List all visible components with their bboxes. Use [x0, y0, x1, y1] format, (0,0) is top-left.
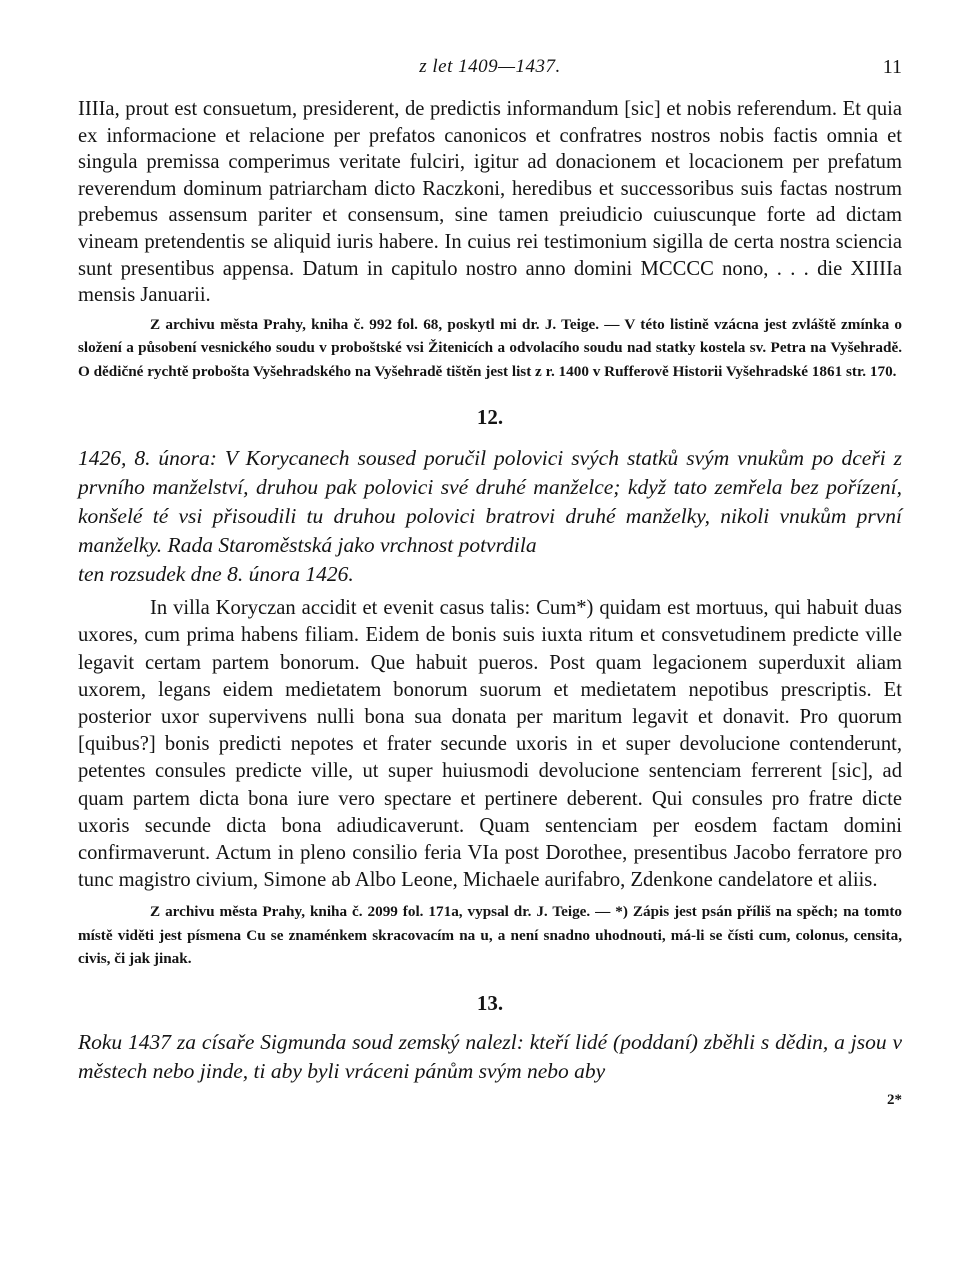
document-12-heading — [78, 444, 902, 589]
document-12-number: 12. — [476, 405, 504, 430]
signature-mark: 2* — [887, 1091, 902, 1108]
document-11-source-note: Z archivu města Prahy, kniha č. 992 fol. 68, poskytl mi dr. J. Teige. — V této listině vzácna jest zvláště zmínka o složení a působení vesnického soudu v proboštské vsi Žitenicích a odvolacího soudu nad statky kostela sv. Petra na Vyšehradě. O dědičné rychtě probošta Vyšehradského na Vyšehradě tištěn jest list z r. 1400 v Rufferově Historii Vyšehradské 1861 str. 170. — [78, 315, 902, 380]
document-12-source-note: Z archivu města Prahy, kniha č. 2099 fol. 171a, vypsal dr. J. Teige. — *) Zápis jest psán příliš na spěch; na tomto místě viděti jest písmena Cu se znaménkem skracovacím na u, a není snadno uhodnouti, má-li se čísti cum, colonus, censita, civis, či jak jinak. — [78, 903, 902, 968]
document-13-heading: Roku 1437 za císaře Sigmunda soud zemský nalezl: kteří lidé (poddaní) zběhli s dědin, a jsou v městech nebo jinde, ti aby byli vráceni pánům svým nebo aby — [78, 1029, 902, 1083]
document-12-heading-last-line: ten rozsudek dne 8. února 1426. — [78, 562, 354, 587]
running-head — [78, 52, 902, 86]
document-12-heading-text: 1426, 8. února: V Korycanech soused poručil polovici svých statků svým vnukům po dceři z prvního manželství, druhou pak polovici své druhé manželce; když tato zemřela bez pořízení, konšelé té vsi přisoudili tu druhou polovici bratrovi druhé manželky, nikoli vnukům první manželky. Rada Staroměstská jako vrchnost potvrdila — [78, 446, 902, 558]
running-head-title: z let 1409—1437. — [419, 56, 561, 77]
document-11-body-text: IIIIa, prout est consuetum, presiderent, de predictis informandum [sic] et nobis referendum. Et quia ex informacione et relacione per prefatos canonicos et confratres nostros nobis factis omnia et singula premissa comperimus veritate fulciri, igitur ad donacionem et locacionem per prefatum reverendum dominum patriarcham dicto Raczkoni, heredibus et successoribus suis factas nostrum prebemus assensum pariter et consensum, sine tamen preiudicio cuiuscunque forte ad dictam vineam pretendentis se aliquid iuris habere. In cuius rei testimonium sigilla de certa nostra sciencia sunt presentibus appensa. Datum in capitulo nostro anno domini MCCCC nono, . . . die XIIIIa mensis Januarii. — [78, 98, 902, 307]
document-12-body-text: In villa Koryczan accidit et evenit casus talis: Cum*) quidam est mortuus, qui habuit duas uxores, cum prima habens filiam. Eidem de bonis suis iuxta ritum et consvetudinem predicte ville legavit certam partem bonorum. Que habuit pueros. Post quam legacionem superduxit aliam uxorem, legans eidem medietatem bonorum suorum et medietatem nepotibus prescriptis. Et posterior uxor supervivens nulli bona sua donata per maritum legavit et donavit. Pro quorum [quibus?] bonis predicti nepotes et frater secunde uxoris in et super devolucione contenderunt, petentes consules predicte ville, ut super huiusmodi devolucione sentenciam ferrerent [sic], ad quam partem dicta bona iure vero spectare et pertinere deberent. Qui consules pro fratre dicte uxoris secunde dicta bona adiudicaverunt. Quam sentenciam per eosdem factam domini confirmaverunt. Actum in pleno consilio feria VIa post Dorothee, presentibus Jacobo ferratore pro tunc magistro civium, Simone ab Albo Leone, Michaele aurifabro, Zdenkone candelatore et aliis. — [78, 597, 902, 892]
document-13-number: 13. — [476, 990, 504, 1015]
page-number: 11 — [882, 56, 902, 78]
